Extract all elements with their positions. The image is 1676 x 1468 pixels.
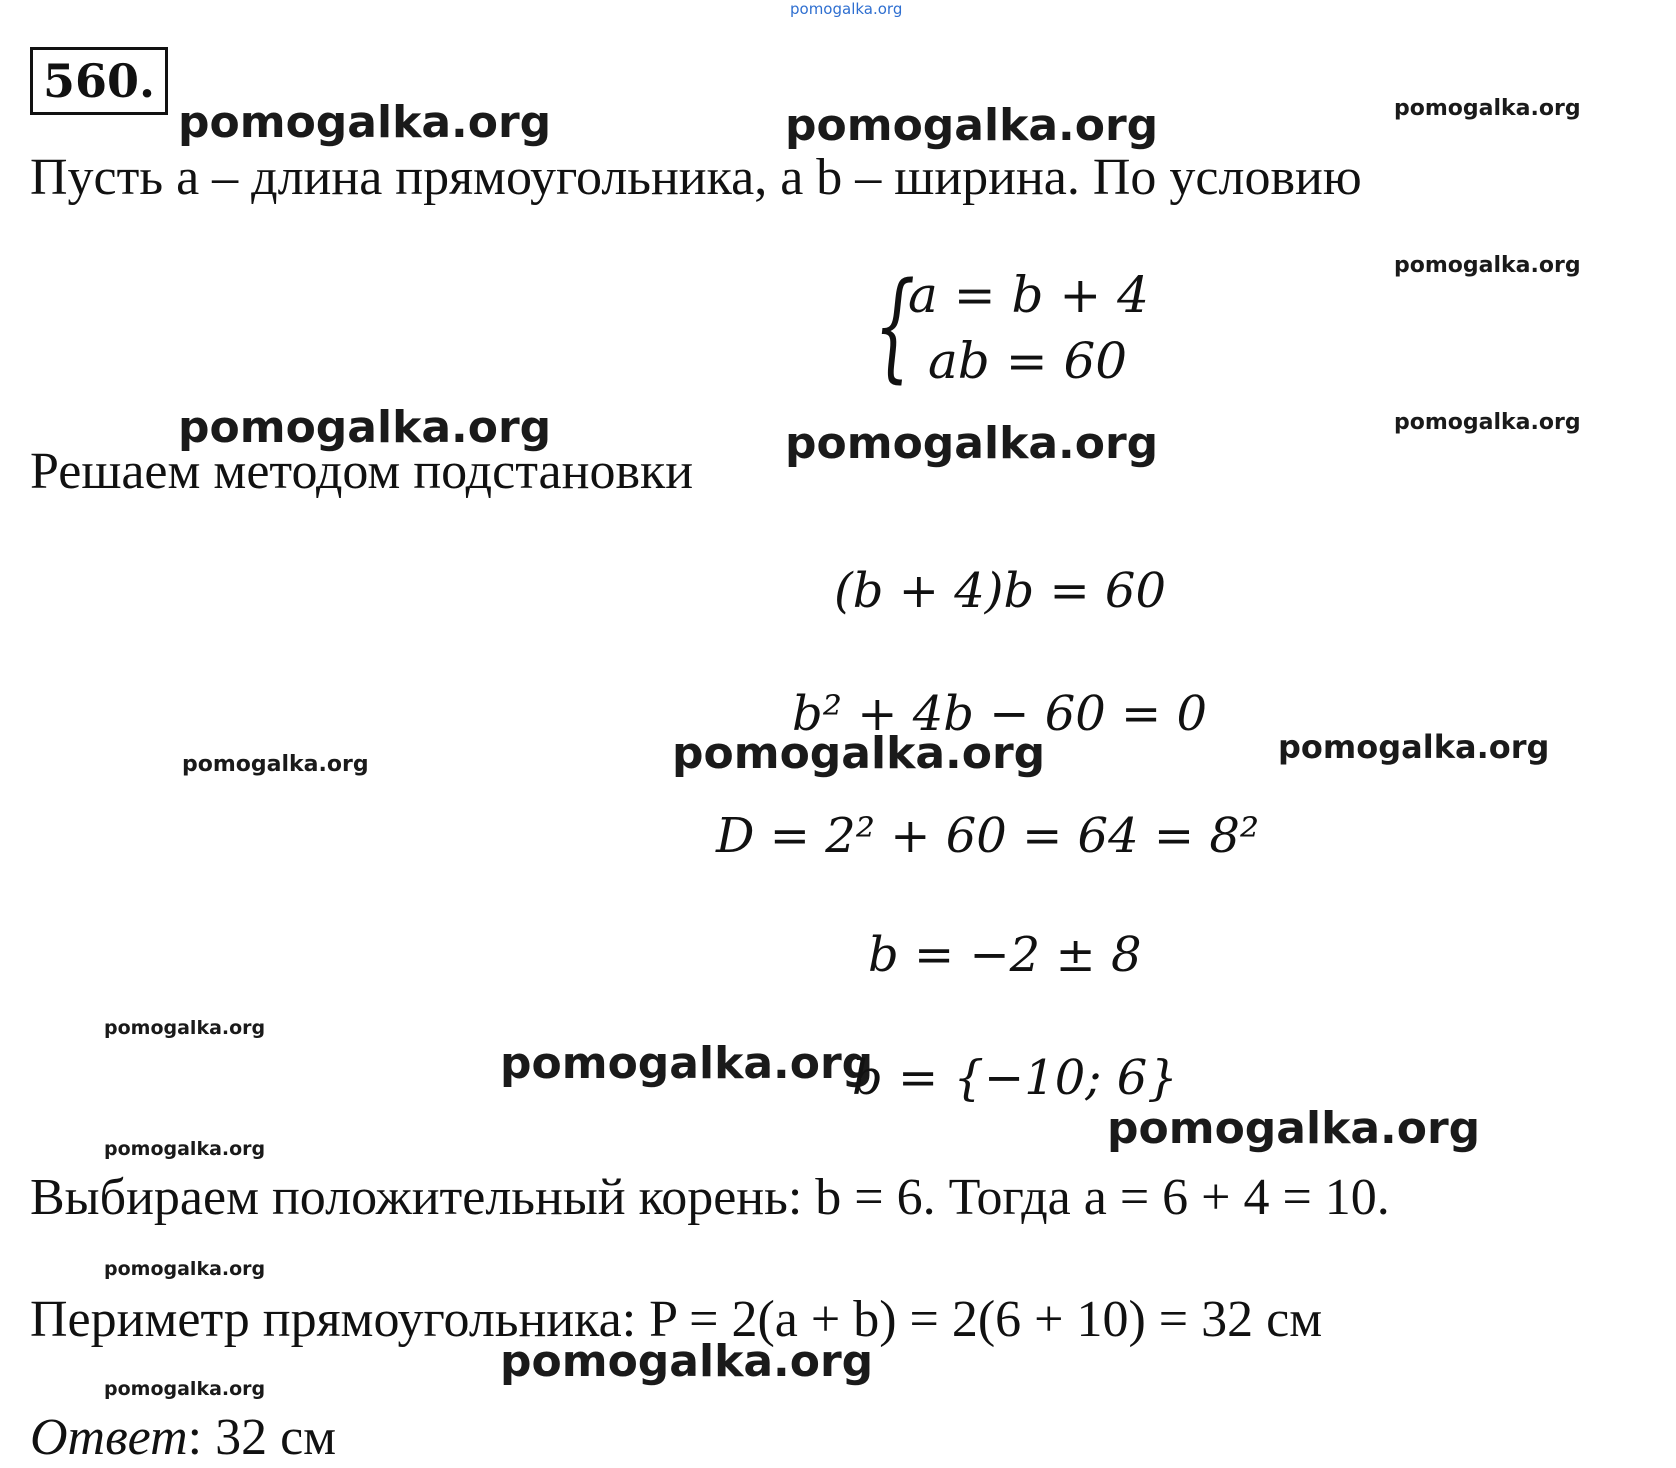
method-text: Решаем методом подстановки <box>30 443 694 500</box>
step-5: b = {−10; 6} <box>852 1050 1178 1106</box>
step-3: D = 2² + 60 = 64 = 8² <box>716 808 1260 864</box>
watermark: pomogalka.org <box>500 1336 874 1387</box>
watermark: pomogalka.org <box>104 1378 266 1400</box>
answer <box>30 1408 336 1467</box>
system-line-1: a = b + 4 <box>908 266 1149 324</box>
watermark: pomogalka.org <box>182 752 369 777</box>
problem-number: 560. <box>30 47 168 115</box>
answer-value: : 32 см <box>187 1409 337 1466</box>
step-4: b = −2 ± 8 <box>868 927 1142 983</box>
watermark: pomogalka.org <box>1394 410 1581 435</box>
brace-icon: { <box>874 256 916 394</box>
watermark: pomogalka.org <box>1278 728 1550 766</box>
watermark-top: pomogalka.org <box>790 0 903 18</box>
intro-text: Пусть a – длина прямоугольника, а b – ширина. По условию <box>30 149 1362 206</box>
watermark: pomogalka.org <box>500 1038 874 1089</box>
watermark: pomogalka.org <box>1394 96 1581 121</box>
watermark: pomogalka.org <box>672 728 1046 779</box>
watermark: pomogalka.org <box>104 1138 266 1160</box>
watermark: pomogalka.org <box>785 100 1159 151</box>
watermark: pomogalka.org <box>104 1258 266 1280</box>
watermark: pomogalka.org <box>104 1017 266 1039</box>
step-2: b² + 4b − 60 = 0 <box>792 686 1208 742</box>
watermark: pomogalka.org <box>178 97 552 148</box>
watermark: pomogalka.org <box>178 402 552 453</box>
system-line-2: ab = 60 <box>928 332 1128 390</box>
watermark: pomogalka.org <box>1394 253 1581 278</box>
perimeter-text: Периметр прямоугольника: P = 2(a + b) = 2(6 + 10) = 32 см <box>30 1291 1323 1348</box>
watermark: pomogalka.org <box>1107 1103 1481 1154</box>
choose-root-text: Выбираем положительный корень: b = 6. Тогда a = 6 + 4 = 10. <box>30 1169 1390 1226</box>
answer-label: Ответ <box>30 1409 188 1466</box>
equation-system <box>874 256 1149 394</box>
watermark: pomogalka.org <box>785 418 1159 469</box>
step-1: (b + 4)b = 60 <box>834 563 1166 619</box>
